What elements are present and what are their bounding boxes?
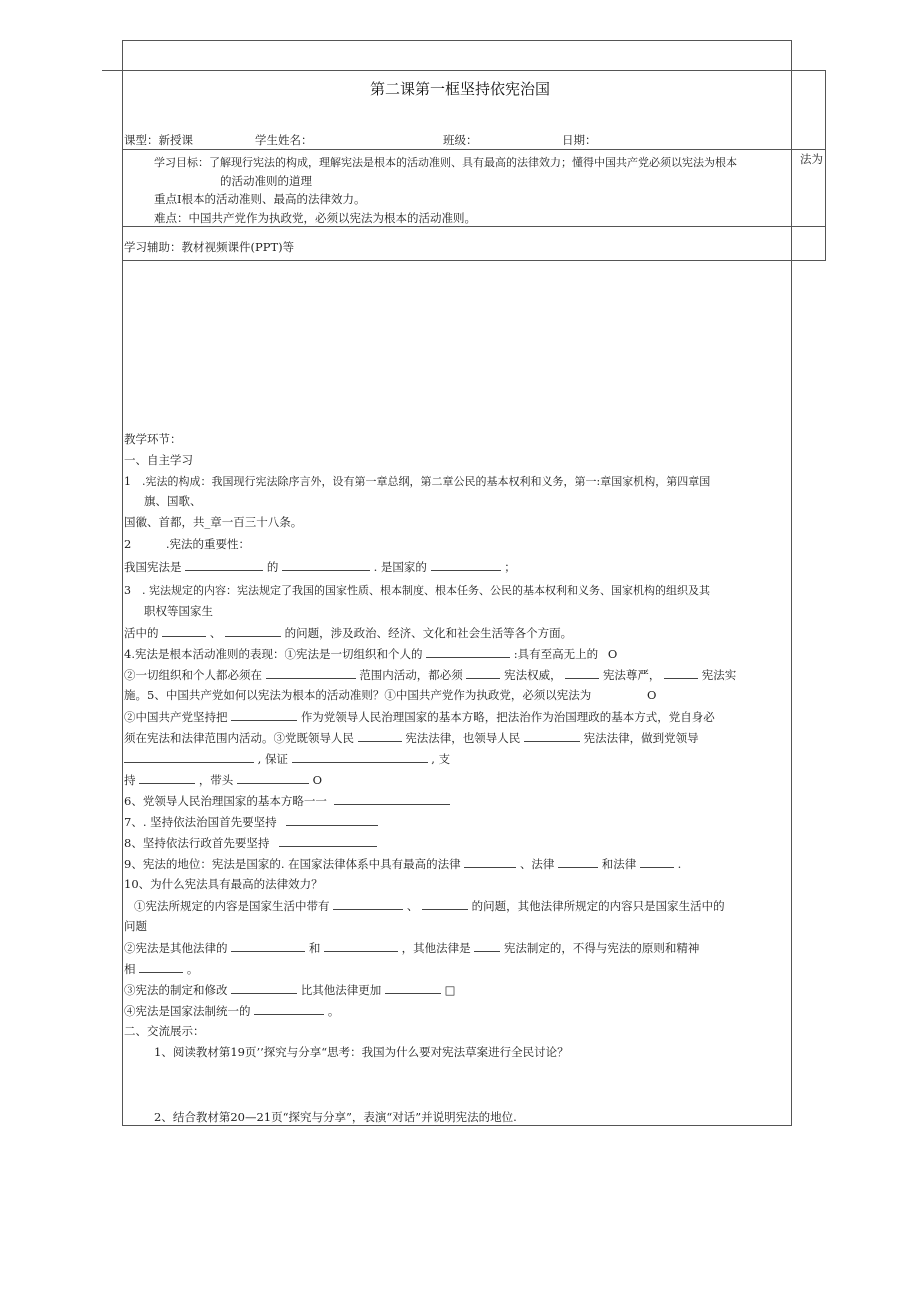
q10-line1 bbox=[134, 898, 725, 914]
q10-text13: ④宪法是国家法制统一的 bbox=[124, 1004, 251, 1018]
q5-text6: 宪法法律，也领导人民 bbox=[405, 731, 521, 745]
part1-heading: 一、自主学习 bbox=[124, 453, 193, 467]
q3-line3 bbox=[124, 625, 572, 641]
blank-input[interactable] bbox=[124, 751, 254, 763]
blank-input[interactable] bbox=[185, 559, 263, 571]
q4-text7: 宪法尊严， bbox=[602, 668, 661, 682]
q10-text8: 相 bbox=[124, 962, 136, 976]
q1-line2: 旗、国歌、 bbox=[144, 494, 202, 508]
section-label: 教学环节： bbox=[124, 432, 182, 446]
blank-input[interactable] bbox=[558, 856, 598, 868]
blank-input[interactable] bbox=[324, 940, 398, 952]
frame-bottom bbox=[122, 1125, 792, 1126]
q5-text12: O bbox=[312, 773, 323, 787]
q1-line1: 1 .宪法的构成：我国现行宪法除序言外，设有第一章总纲，第二章公民的基本权利和义务，第一:章国家机构，第四章国 bbox=[124, 475, 711, 488]
q10-heading: 10、为什么宪法具有最高的法律效力？ bbox=[124, 877, 323, 891]
q10-line6 bbox=[124, 1003, 339, 1019]
q3-line1: 3 . 宪法规定的内容：宪法规定了我国的国家性质、根本制度、根本任务、公民的基本权利和义务、国家机构的组织及其 bbox=[124, 584, 710, 597]
q9-line bbox=[124, 856, 681, 872]
q5-text2: O bbox=[646, 688, 657, 702]
objectives-line2: 的活动准则的道理 bbox=[220, 174, 312, 188]
blank-input[interactable] bbox=[385, 982, 441, 994]
blank-input[interactable] bbox=[231, 982, 297, 994]
q5-text9: , 支 bbox=[431, 752, 451, 766]
q9-text2: 、法律 bbox=[519, 857, 555, 871]
blank-input[interactable] bbox=[524, 730, 580, 742]
q5-text8: , 保证 bbox=[257, 752, 288, 766]
key-point: 重点I根本的活动准则、最高的法律效力。 bbox=[154, 192, 366, 206]
q2-text3: . 是国家的 bbox=[373, 560, 427, 574]
blank-input[interactable] bbox=[565, 667, 599, 679]
q10-line4 bbox=[124, 961, 198, 977]
blank-input[interactable] bbox=[664, 667, 698, 679]
q3-text2: 、 bbox=[209, 626, 222, 640]
q10-text7: 宪法制定的，不得与宪法的原则和精神 bbox=[503, 941, 700, 955]
blank-input[interactable] bbox=[474, 940, 500, 952]
blank-input[interactable] bbox=[162, 625, 206, 637]
learning-aids: 学习辅助：教材视频课件(PPT)等 bbox=[124, 240, 295, 254]
q5-line1 bbox=[124, 688, 656, 703]
q8-line bbox=[124, 835, 377, 851]
q9-text4: . bbox=[677, 857, 682, 871]
objectives-line1-tail: 法为 bbox=[800, 152, 823, 166]
q5-text4: 作为党领导人民治理国家的基本方略，把法治作为治国理政的基本方式，党自身必 bbox=[300, 710, 715, 724]
q10-text3: 的问题，其他法律所规定的内容只是国家生活中的 bbox=[471, 899, 725, 913]
q10-text9: 。 bbox=[186, 962, 199, 976]
blank-input[interactable] bbox=[426, 646, 510, 658]
q10-line3 bbox=[124, 940, 699, 956]
blank-input[interactable] bbox=[422, 898, 468, 910]
blank-input[interactable] bbox=[333, 898, 403, 910]
blank-input[interactable] bbox=[279, 835, 377, 847]
q5-line3 bbox=[124, 730, 699, 746]
blank-input[interactable] bbox=[640, 856, 674, 868]
q4-line2 bbox=[124, 667, 736, 683]
q2-text4: ； bbox=[504, 560, 516, 574]
q2-text1: 我国宪法是 bbox=[124, 560, 182, 574]
blank-input[interactable] bbox=[464, 856, 516, 868]
q10-text12: □ bbox=[444, 983, 456, 997]
q10-text1: ①宪法所规定的内容是国家生活中带有 bbox=[134, 899, 330, 913]
q3-text3: 的问题，涉及政治、经济、文化和社会生活等各个方面。 bbox=[284, 626, 573, 640]
q10-text10: ③宪法的制定和修改 bbox=[124, 983, 228, 997]
blank-input[interactable] bbox=[231, 940, 305, 952]
frame-right bbox=[791, 40, 792, 1126]
blank-input[interactable] bbox=[225, 625, 281, 637]
class-label: 班级： bbox=[443, 133, 478, 147]
blank-input[interactable] bbox=[466, 667, 500, 679]
q5-text11: ，带头 bbox=[198, 773, 234, 787]
q10-text5: 和 bbox=[308, 941, 321, 955]
q5-text3: ②中国共产党坚持把 bbox=[124, 710, 228, 724]
q5-text7: 宪法法律，做到党领导 bbox=[583, 731, 699, 745]
objectives-line1: 学习目标：了解现行宪法的构成，理解宪法是根本的活动准则、具有最高的法律效力；懂得中国共产党必须以宪法为根本 bbox=[154, 156, 737, 169]
q4-text8: 宪法实 bbox=[701, 668, 737, 682]
q2-heading: 2 .宪法的重要性： bbox=[124, 537, 250, 551]
blank-input[interactable] bbox=[286, 814, 378, 826]
blank-input[interactable] bbox=[431, 559, 501, 571]
q10-text4: ②宪法是其他法律的 bbox=[124, 941, 228, 955]
q4-text6: 宪法权威， bbox=[504, 668, 562, 682]
q4-text5: 范围内活动，都必须 bbox=[359, 668, 463, 682]
part2-heading: 二、交流展示： bbox=[124, 1024, 205, 1038]
blank-input[interactable] bbox=[266, 667, 356, 679]
difficulty-point: 难点：中国共产党作为执政党，必须以宪法为根本的活动准则。 bbox=[154, 211, 476, 225]
q5-line2 bbox=[124, 709, 715, 725]
q10-line2: 问题 bbox=[124, 919, 147, 933]
q9-text1: 9、宪法的地位：宪法是国家的. 在国家法律体系中具有最高的法律 bbox=[124, 857, 461, 871]
blank-input[interactable] bbox=[139, 772, 195, 784]
lesson-type: 课型：新授课 bbox=[124, 133, 193, 147]
q8-text: 8、坚持依法行政首先要坚持 bbox=[124, 836, 270, 850]
blank-input[interactable] bbox=[139, 961, 183, 973]
q7-text: 7、. 坚持依法治国首先要坚持 bbox=[124, 815, 277, 829]
q4-line1 bbox=[124, 646, 617, 662]
student-name-label: 学生姓名： bbox=[255, 133, 313, 147]
q3-line2: 职权等国家生 bbox=[144, 604, 213, 618]
q3-text1: 活中的 bbox=[124, 626, 159, 640]
q10-text2: 、 bbox=[406, 899, 419, 913]
rule-after-objectives bbox=[122, 226, 826, 227]
blank-input[interactable] bbox=[334, 793, 450, 805]
q7-line bbox=[124, 814, 378, 830]
q4-text2: :具有至高无上的 bbox=[513, 647, 599, 661]
q9-text3: 和法律 bbox=[601, 857, 637, 871]
q10-text6: ，其他法律是 bbox=[401, 941, 471, 955]
table-top-rule bbox=[102, 70, 826, 71]
q4-text3: O bbox=[607, 647, 618, 661]
q4-text4: ②一切组织和个人都必须在 bbox=[124, 668, 262, 682]
q5-text5: 须在宪法和法律范围内活动。③党既领导人民 bbox=[124, 731, 354, 745]
exercise-1: 1、阅读教材第19页’’探究与分享“思考：我国为什么要对宪法草案进行全民讨论？ bbox=[154, 1045, 569, 1059]
blank-input[interactable] bbox=[292, 751, 428, 763]
q10-text14: 。 bbox=[327, 1004, 340, 1018]
page-title: 第二课第一框坚持依宪治国 bbox=[369, 80, 550, 98]
q10-line5 bbox=[124, 982, 456, 998]
blank-input[interactable] bbox=[231, 709, 297, 721]
date-label: 日期： bbox=[562, 133, 597, 147]
blank-input[interactable] bbox=[254, 1003, 324, 1015]
blank-input[interactable] bbox=[282, 559, 370, 571]
q5-text10: 持 bbox=[124, 773, 136, 787]
q2-line bbox=[124, 559, 516, 575]
blank-input[interactable] bbox=[237, 772, 309, 784]
exercise-2: 2、结合教材第20—21页“探究与分享”，表演“对话”并说明宪法的地位. bbox=[154, 1110, 517, 1124]
q1-line3: 国徽、首都，共_章一百三十八条。 bbox=[124, 515, 303, 529]
frame-left bbox=[122, 40, 123, 1126]
rule-after-aids bbox=[122, 260, 826, 261]
frame-top bbox=[122, 40, 792, 41]
q5-line5 bbox=[124, 772, 322, 788]
q6-text: 6、党领导人民治理国家的基本方略一一 bbox=[124, 794, 327, 808]
q10-text11: 比其他法律更加 bbox=[300, 983, 382, 997]
q2-text2: 的 bbox=[266, 560, 279, 574]
q6-line bbox=[124, 793, 450, 809]
rule-after-header bbox=[122, 149, 826, 150]
blank-input[interactable] bbox=[358, 730, 402, 742]
q5-line4 bbox=[124, 751, 450, 767]
q4-text1: 4.宪法是根本活动准则的表现：①宪法是一切组织和个人的 bbox=[124, 647, 423, 661]
q5-text1: 施。5、中国共产党如何以宪法为根本的活动准则？①中国共产党作为执政党，必须以宪法为 bbox=[124, 688, 592, 702]
